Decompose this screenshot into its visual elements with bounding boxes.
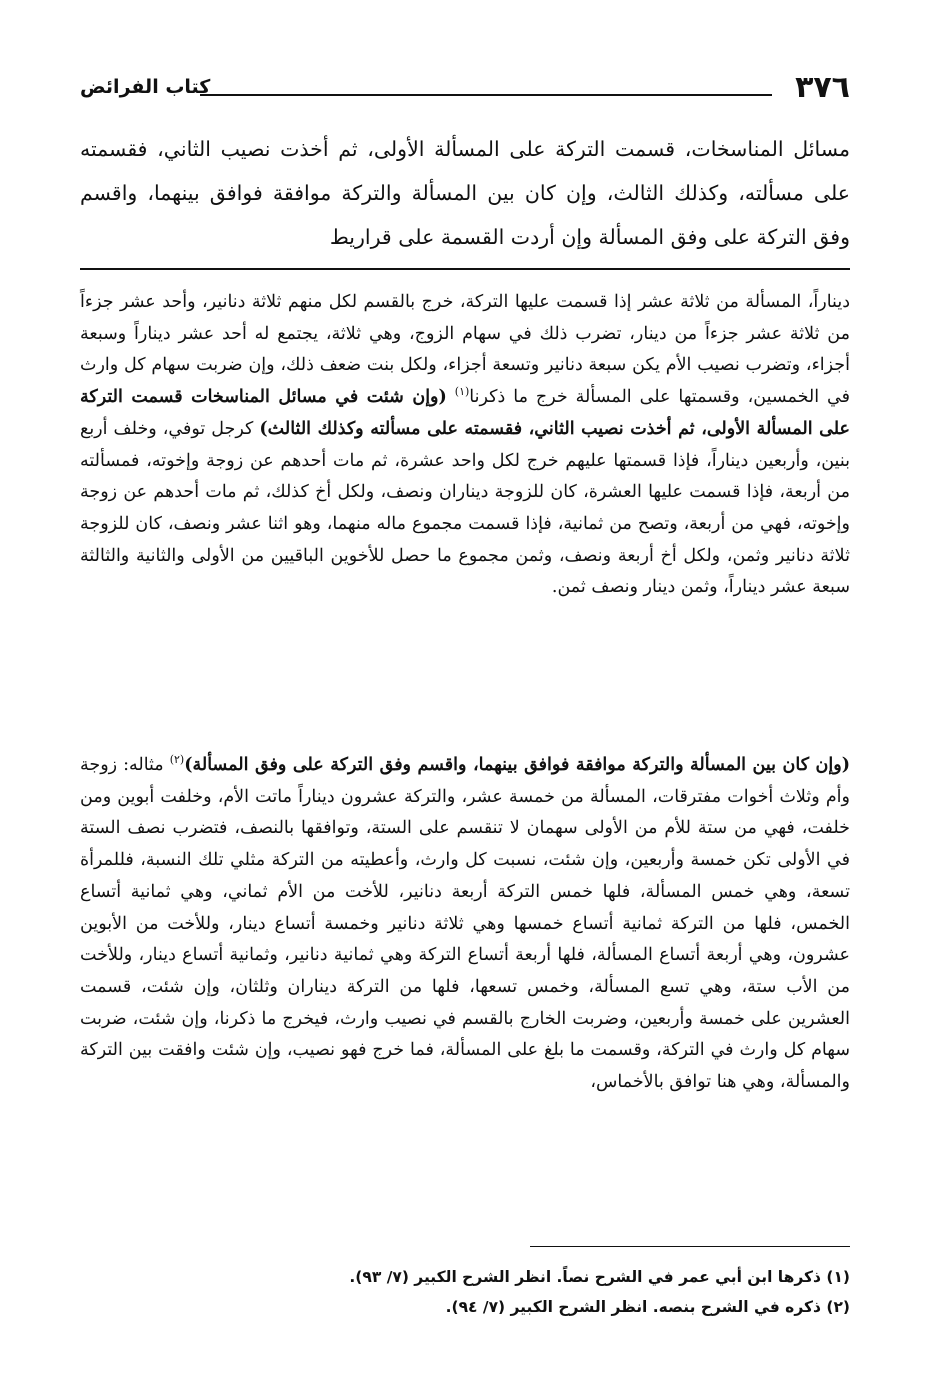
footnotes (80, 1262, 850, 1322)
quoted-matn: (وإن شئت في مسائل المناسخات قسمت التركة على المسألة الأولى، ثم أخذت نصيب الثاني، فقسمته على مسألته وكذلك الثالث) (80, 387, 850, 439)
sharh-paragraph-2 (80, 750, 850, 1099)
matn-text: مسائل المناسخات، قسمت التركة على المسألة الأولى، ثم أخذت نصيب الثاني، فقسمته على مسألته، وكذلك الثالث، وإن كان بين المسألة والتركة موافقة فوافق بينهما، واقسم وفق التركة على وفق المسألة وإن أردت القسمة على قراريط (80, 137, 850, 249)
footnote-ref-1[interactable]: (١) (454, 385, 470, 399)
quoted-matn: (وإن كان بين المسألة والتركة موافقة فوافق بينهما، واقسم وفق التركة على وفق المسألة) (184, 755, 850, 775)
page-number: ٣٧٦ (795, 70, 850, 105)
sharh-text: مثاله: زوجة وأم وثلاث أخوات مفترقات، المسألة من خمسة عشر، والتركة عشرون ديناراً ماتت الأم، وخلفت أبوين ومن خلفت، فهي من ستة للأم من الأولى سهمان لا تنقسم على الستة، وتوافقها بالنصف، فتضرب نصف الستة في الأولى تكن خمسة وأربعين، وإن شئت، نسبت كل وارث، وأعطيته من التركة مثلي تلك النسبة، فللمرأة تسعة، وهي خمس المسألة، فلها خمس التركة أربعة دنانير، للأخت من الأم ثماني، وهي ثمانية أتساع الخمس، فلها من التركة ثمانية أتساع خمسها وهي ثلاثة دنانير وخمسة أتساع دينار، وللأخت من الأبوين عشرون، وهي أربعة أتساع المسألة، فلها أربعة أتساع التركة وهي ثمانية دنانير، وثمانية أتساع دينار، وللأخت من الأب ستة، وهي تسع المسألة، وخمس تسعها، فلها من التركة ديناران وثلثان، وإن شئت، قسمت العشرين على خمسة وأربعين، وضربت الخارج بالقسم في نصيب وارث، فيخرج ما ذكرنا، وإن شئت، ضربت سهام كل وارث في التركة، وقسمت ما بلغ على المسألة، فما خرج فهو نصيب، وإن شئت وافقت بين التركة والمسألة، وهي هنا توافق بالأخماس، (80, 755, 850, 1093)
page-header (80, 70, 850, 110)
footnote-1: (١) ذكرها ابن أبي عمر في الشرح نصاً. انظر الشرح الكبير (٧/ ٩٣). (349, 1268, 850, 1286)
sharh-text: كرجل توفي، وخلف أربع بنين، وأربعين ديناراً، فإذا قسمتها عليهم خرج لكل واحد عشرة، ثم مات أحدهم عن زوجة وإخوته، فمسألته من أربعة، فإذا قسمت عليها العشرة، كان للزوجة ديناران ونصف، ولكل أخ كذلك، ثم مات أحدهم عن زوجة وإخوته، فهي من أربعة، وتصح من ثمانية، فإذا قسمت مجموع ماله منهما، وهو اثنا عشر ونصف، كان للزوجة ثلاثة دنانير وثمن، ولكل أخ أربعة ونصف، وثمن مجموع ما حصل للأخوين الباقيين من الأولى والثانية والثالثة سبعة عشر ديناراً، وثمن دينار ونصف ثمن. (80, 418, 850, 598)
matn-separator (80, 268, 850, 270)
sharh-text: ديناراً، المسألة من ثلاثة عشر إذا قسمت عليها التركة، خرج بالقسم لكل منهم ثلاثة دنانير، وأحد عشر جزءاً من ثلاثة عشر جزءاً من دينار، تضرب ذلك في سهام الزوج، وهي ثلاثة، يجتمع له أحد عشر ديناراً وسبعة أجزاء، وتضرب نصيب الأم يكن سبعة دنانير وتسعة أجزاء، ولكل بنت ضعف ذلك، وإن ضربت سهام كل وارث في الخمسين، وقسمتها على المسألة خرج ما ذكرنا (80, 292, 850, 408)
footnote-ref-2[interactable]: (٢) (169, 753, 185, 767)
footnote-rule (530, 1246, 850, 1247)
sharh-paragraph-1 (80, 287, 850, 604)
running-title: كتاب الفرائض (80, 76, 211, 98)
header-rule (200, 94, 772, 96)
footnote-2: (٢) ذكره في الشرح بنصه. انظر الشرح الكبير (٧/ ٩٤). (445, 1298, 850, 1316)
